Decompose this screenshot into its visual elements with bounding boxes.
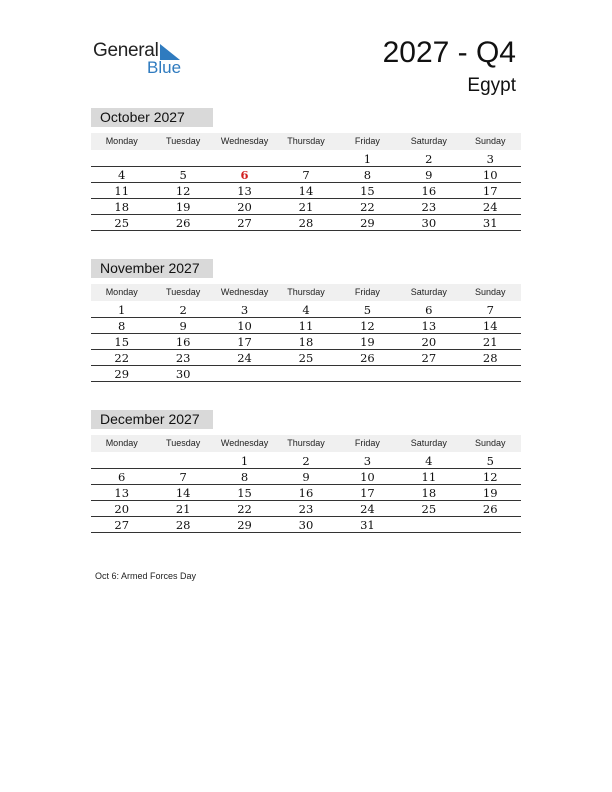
day-cell: 5 <box>486 454 494 468</box>
day-cell <box>214 366 275 381</box>
day-cell: 3 <box>240 303 249 317</box>
weekday-label: Thursday <box>287 287 325 297</box>
day-cell: 6 <box>425 303 433 317</box>
weekday-label: Thursday <box>287 136 325 146</box>
month-title: October 2027 <box>91 108 213 127</box>
weekday-label: Tuesday <box>166 287 201 297</box>
day-cell: 4 <box>118 168 126 182</box>
week-row <box>91 334 521 350</box>
week-row <box>91 350 521 366</box>
week-row <box>91 485 521 501</box>
day-cell: 20 <box>237 200 252 214</box>
weekday-label: Sunday <box>474 287 506 297</box>
day-cell: 26 <box>360 351 375 365</box>
day-cell: 2 <box>302 454 310 468</box>
day-cell: 18 <box>298 335 314 349</box>
day-cell <box>398 517 459 532</box>
day-cell: 15 <box>237 486 252 500</box>
day-cell: 29 <box>114 367 130 381</box>
logo-text-blue: Blue <box>147 58 182 77</box>
weekday-label: Friday <box>354 438 380 448</box>
month-november <box>91 259 521 382</box>
day-cell: 23 <box>421 200 437 214</box>
weekday-header <box>91 133 521 150</box>
day-cell: 22 <box>114 351 130 365</box>
weekday-label: Wednesday <box>220 287 269 297</box>
day-cell: 21 <box>298 200 314 214</box>
day-cell <box>152 453 213 468</box>
month-title: December 2027 <box>91 410 213 429</box>
day-cell: 20 <box>421 335 437 349</box>
month-title: November 2027 <box>91 259 213 278</box>
day-cell: 5 <box>363 303 372 317</box>
day-cell: 17 <box>237 335 252 349</box>
day-cell: 14 <box>482 319 498 333</box>
day-cell: 30 <box>421 216 437 230</box>
week-row <box>91 302 521 318</box>
day-cell: 25 <box>421 502 437 516</box>
day-cell: 16 <box>175 335 191 349</box>
day-cell: 6 <box>118 470 126 484</box>
day-cell: 11 <box>298 319 314 333</box>
week-row <box>91 215 521 231</box>
day-cell <box>91 453 152 468</box>
day-cell: 9 <box>425 168 433 182</box>
weekday-label: Thursday <box>287 438 325 448</box>
day-cell: 23 <box>298 502 314 516</box>
day-cell: 31 <box>482 216 498 230</box>
day-cell: 5 <box>179 168 187 182</box>
weekday-label: Monday <box>105 287 138 297</box>
month-grid <box>91 302 521 382</box>
day-cell: 15 <box>360 184 375 198</box>
day-cell <box>152 151 213 166</box>
day-cell: 30 <box>175 367 191 381</box>
weekday-label: Wednesday <box>220 136 269 146</box>
month-october <box>91 108 521 231</box>
weekday-label: Tuesday <box>166 438 201 448</box>
day-cell: 10 <box>482 168 498 182</box>
day-cell: 27 <box>114 518 130 532</box>
day-cell: 9 <box>302 470 310 484</box>
day-cell <box>214 151 275 166</box>
day-cell: 4 <box>302 303 310 317</box>
day-cell: 13 <box>114 486 130 500</box>
day-cell: 14 <box>298 184 314 198</box>
day-cell: 2 <box>425 152 433 166</box>
weekday-label: Friday <box>354 136 380 146</box>
day-cell: 30 <box>298 518 314 532</box>
weekday-label: Wednesday <box>220 438 269 448</box>
weekday-header <box>91 435 521 452</box>
day-cell: 29 <box>360 216 375 230</box>
day-cell <box>275 366 336 381</box>
month-grid <box>91 453 521 533</box>
logo-text-general: General <box>93 40 159 61</box>
day-cell: 23 <box>175 351 191 365</box>
day-cell: 7 <box>302 168 310 182</box>
day-cell: 26 <box>175 216 191 230</box>
day-cell: 10 <box>237 319 252 333</box>
day-cell: 12 <box>175 184 191 198</box>
day-cell: 18 <box>114 200 130 214</box>
day-cell: 17 <box>482 184 498 198</box>
week-row <box>91 318 521 334</box>
day-cell: 8 <box>240 470 249 484</box>
day-cell: 14 <box>175 486 191 500</box>
week-row <box>91 453 521 469</box>
day-cell: 20 <box>114 502 130 516</box>
day-cell: 8 <box>363 168 372 182</box>
week-row <box>91 199 521 215</box>
day-cell: 11 <box>114 184 130 198</box>
week-row <box>91 151 521 167</box>
month-december <box>91 410 521 533</box>
day-cell <box>275 151 336 166</box>
month-grid <box>91 151 521 231</box>
week-row <box>91 183 521 199</box>
day-cell: 4 <box>425 454 433 468</box>
day-cell: 11 <box>421 470 437 484</box>
day-cell <box>398 366 459 381</box>
day-cell: 22 <box>237 502 252 516</box>
day-cell: 7 <box>179 470 187 484</box>
weekday-label: Monday <box>105 136 138 146</box>
weekday-label: Saturday <box>410 438 447 448</box>
day-cell: 27 <box>421 351 437 365</box>
week-row <box>91 517 521 533</box>
day-cell <box>337 366 398 381</box>
day-cell: 8 <box>118 319 126 333</box>
day-cell: 28 <box>482 351 498 365</box>
weekday-label: Sunday <box>474 438 506 448</box>
holiday-notes <box>95 571 196 581</box>
day-cell: 31 <box>360 518 375 532</box>
day-cell: 24 <box>360 502 375 516</box>
day-cell: 29 <box>237 518 252 532</box>
day-cell: 13 <box>237 184 252 198</box>
day-cell: 25 <box>298 351 314 365</box>
day-cell: 22 <box>360 200 375 214</box>
weekday-header <box>91 284 521 301</box>
day-cell: 13 <box>421 319 437 333</box>
page-title: 2027 - Q4 <box>382 36 516 69</box>
generalblue-logo <box>93 40 193 80</box>
day-cell: 2 <box>179 303 187 317</box>
day-cell: 24 <box>237 351 252 365</box>
holiday-note: Oct 6: Armed Forces Day <box>95 571 197 581</box>
weekday-label: Monday <box>105 438 138 448</box>
weekday-label: Sunday <box>474 136 506 146</box>
day-cell: 1 <box>118 303 126 317</box>
day-cell: 19 <box>482 486 498 500</box>
day-cell: 7 <box>486 303 494 317</box>
day-cell: 28 <box>298 216 314 230</box>
day-cell <box>460 366 521 381</box>
day-cell: 18 <box>421 486 437 500</box>
day-cell: 12 <box>482 470 498 484</box>
week-row <box>91 366 521 382</box>
day-cell: 9 <box>179 319 187 333</box>
holiday-day-cell: 6 <box>240 168 249 182</box>
week-row <box>91 501 521 517</box>
day-cell: 17 <box>360 486 375 500</box>
day-cell: 16 <box>298 486 314 500</box>
country-name: Egypt <box>467 75 516 96</box>
day-cell <box>91 151 152 166</box>
day-cell: 21 <box>175 502 191 516</box>
day-cell: 28 <box>175 518 191 532</box>
day-cell: 27 <box>237 216 252 230</box>
weekday-label: Saturday <box>410 136 447 146</box>
day-cell: 15 <box>114 335 130 349</box>
day-cell: 26 <box>482 502 498 516</box>
weekday-label: Friday <box>354 287 380 297</box>
day-cell: 10 <box>360 470 375 484</box>
day-cell: 12 <box>360 319 375 333</box>
weekday-label: Tuesday <box>166 136 201 146</box>
week-row <box>91 469 521 485</box>
week-row <box>91 167 521 183</box>
day-cell: 19 <box>360 335 375 349</box>
day-cell: 19 <box>175 200 191 214</box>
day-cell <box>460 517 521 532</box>
day-cell: 25 <box>114 216 130 230</box>
day-cell: 3 <box>363 454 372 468</box>
day-cell: 3 <box>486 152 494 166</box>
day-cell: 1 <box>240 454 249 468</box>
day-cell: 24 <box>482 200 498 214</box>
day-cell: 21 <box>482 335 498 349</box>
day-cell: 16 <box>421 184 437 198</box>
weekday-label: Saturday <box>410 287 447 297</box>
day-cell: 1 <box>363 152 372 166</box>
